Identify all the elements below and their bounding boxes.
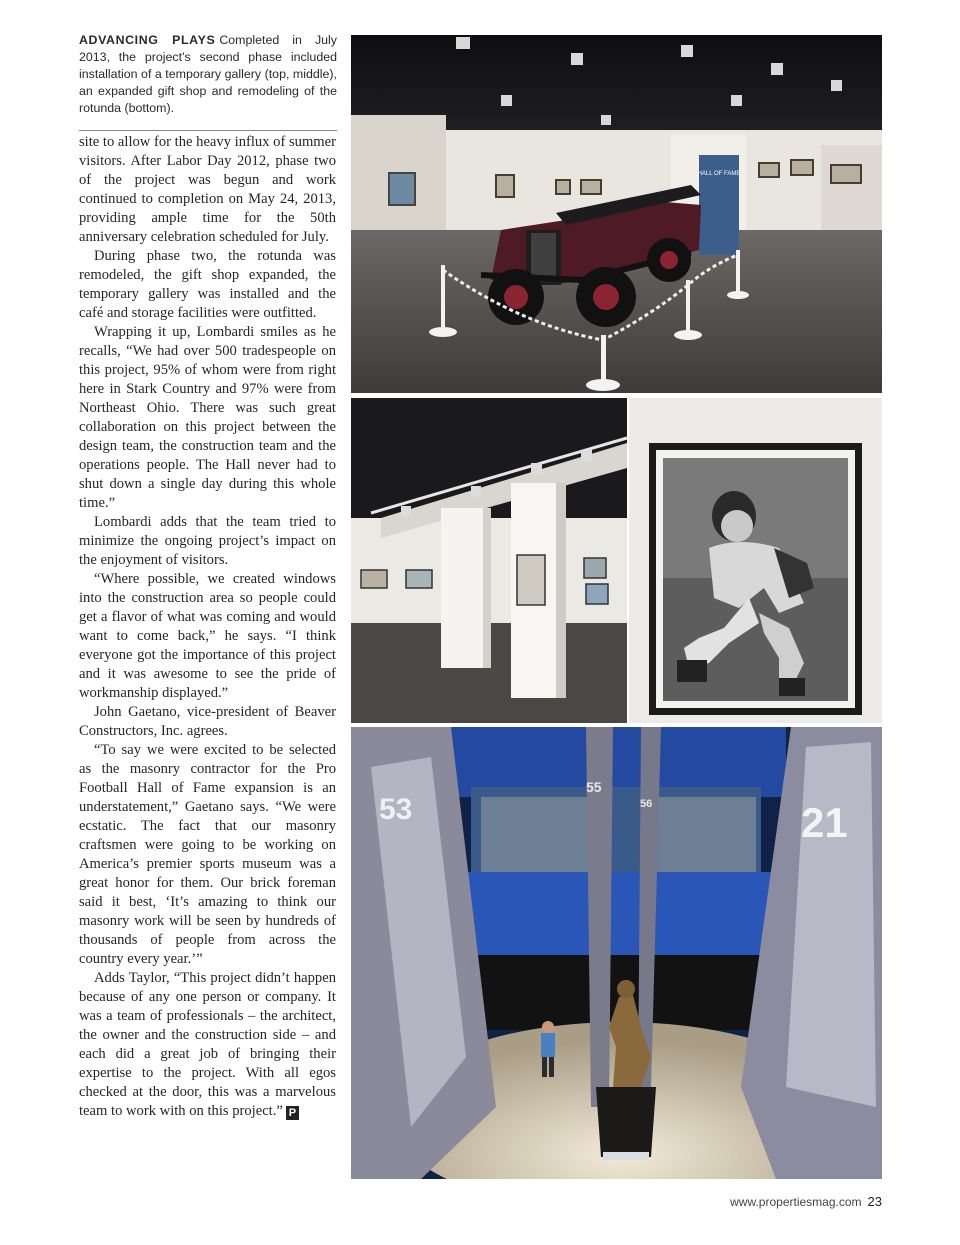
jersey-number-right: 21 [801,799,848,846]
banner-sign-label: HALL OF FAME [697,171,741,177]
article-paragraph: Wrapping it up, Lombardi smiles as he recalls, “We had over 500 tradespeople on this project, 95% of whom were from right here in Stark Country and 97% were from Northeast Ohio. There was such great collaboration on this project between the design team, the construction team and the operations people. The Hall never had to shut down a single day during this whole time.” [79,324,336,511]
caption-divider [79,130,337,131]
article-paragraph [79,969,336,1121]
page-number: 23 [867,1194,882,1209]
jersey-number-pillar-1: 55 [586,779,602,795]
caption-lead: ADVANCING PLAYS [79,33,216,47]
photo-framed-portrait [629,398,882,723]
article-body [79,133,336,1121]
article-paragraph: Lombardi adds that the team tried to minimize the ongoing project’s impact on the enjoyment of visitors. [79,514,336,568]
article-paragraph: “To say we were excited to be selected as the masonry contractor for the Pro Football Hall of Fame expansion is an understatement,” Gaetano says. “We were ecstatic. The fact that our masonry craftsmen were going to be working on America’s premier sports museum was a great honor for them. Our brick foreman said it best, ‘It’s amazing to think our masonry work will be seen by hundreds of thousands of people from across the country every year.’” [79,742,336,967]
article-paragraph: During phase two, the rotunda was remodeled, the gift shop expanded, the temporary gallery was installed and the café and storage facilities were outfitted. [79,248,336,321]
caption-text: Completed in July 2013, the project’s second phase included installation of a temporary gallery (top, middle), an expanded gift shop and remodeling of the rotunda (bottom). [79,33,337,115]
photo-caption [79,32,337,117]
end-of-article-mark: P [286,1106,299,1120]
article-paragraph-text: Adds Taylor, “This project didn’t happen because of any one person or company. It was a team of professionals – the architect, the owner and the construction side – and each did a great job of bringing their expertise to the project. With all egos checked at the door, this was a marvelous team to work with on this project.” [79,970,336,1119]
jersey-number-pillar-2: 56 [640,798,653,810]
footer-url: www.propertiesmag.com [730,1195,862,1209]
article-paragraph: site to allow for the heavy influx of summer visitors. After Labor Day 2012, phase two of the project was begun and work continued to completion on May 24, 2013, providing ample time for the 50th anniversary celebration scheduled for July. [79,134,336,245]
page-footer [730,1194,882,1209]
article-paragraph: John Gaetano, vice-president of Beaver Constructors, Inc. agrees. [79,704,336,739]
photo-temporary-gallery-car [351,35,882,393]
jersey-number-left: 53 [379,793,413,826]
article-paragraph: “Where possible, we created windows into the construction area so people could get a flavor of what was coming and would want to come back,” he says. “I think everyone got the importance of this project and it was awesome to see the pride of workmanship displayed.” [79,571,336,701]
photo-rotunda [351,727,882,1179]
photo-temporary-gallery-columns [351,398,627,723]
